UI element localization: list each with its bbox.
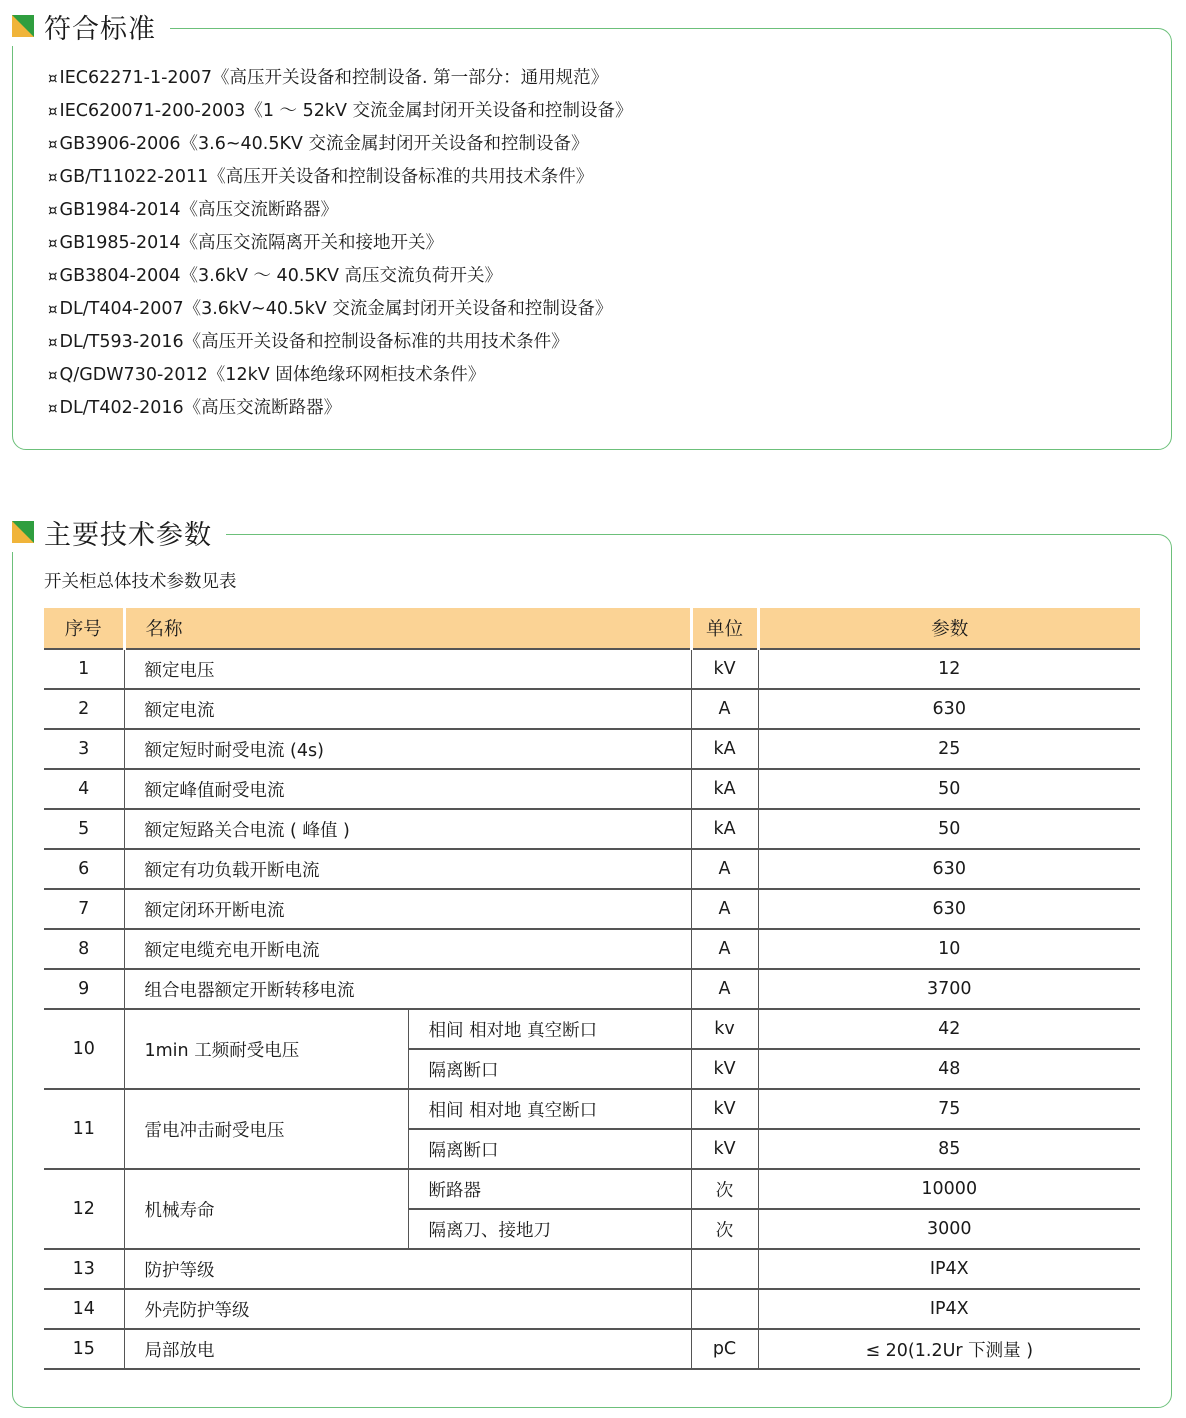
- row-name: 机械寿命: [124, 1169, 408, 1249]
- standards-title: 符合标准: [44, 13, 156, 45]
- row-unit: A: [691, 969, 758, 1009]
- row-value: 50: [758, 809, 1140, 849]
- row-value: 630: [758, 689, 1140, 729]
- row-subname: 相间 相对地 真空断口: [408, 1009, 691, 1049]
- table-row: [44, 809, 1140, 849]
- row-value: ≤ 20(1.2Ur 下测量 ): [758, 1329, 1140, 1369]
- row-no: 13: [44, 1249, 124, 1289]
- row-unit: kV: [691, 1049, 758, 1089]
- standard-text: IEC62271-1-2007《高压开关设备和控制设备. 第一部分：通用规范》: [59, 68, 609, 88]
- row-unit: [691, 1289, 758, 1329]
- standards-header: [12, 6, 170, 46]
- table-row: [44, 929, 1140, 969]
- bullet-icon: ¤: [48, 366, 58, 384]
- standard-text: DL/T593-2016《高压开关设备和控制设备标准的共用技术条件》: [59, 332, 569, 352]
- row-name: 组合电器额定开断转移电流: [124, 969, 691, 1009]
- table-row: [44, 1009, 1140, 1049]
- standard-text: Q/GDW730-2012《12kV 固体绝缘环网柜技术条件》: [59, 365, 486, 385]
- bullet-icon: ¤: [48, 333, 58, 351]
- params-header: [12, 512, 226, 552]
- row-unit: A: [691, 849, 758, 889]
- row-unit: A: [691, 929, 758, 969]
- row-value: 630: [758, 889, 1140, 929]
- row-no: 11: [44, 1089, 124, 1169]
- row-name: 1min 工频耐受电压: [124, 1009, 408, 1089]
- bullet-icon: ¤: [48, 399, 58, 417]
- row-name: 额定短时耐受电流 (4s): [124, 729, 691, 769]
- standard-item: [48, 95, 633, 128]
- bullet-icon: ¤: [48, 300, 58, 318]
- row-no: 4: [44, 769, 124, 809]
- standard-text: GB/T11022-2011《高压开关设备和控制设备标准的共用技术条件》: [59, 167, 594, 187]
- row-value: 48: [758, 1049, 1140, 1089]
- row-value: 10: [758, 929, 1140, 969]
- row-name: 额定电缆充电开断电流: [124, 929, 691, 969]
- params-table: [44, 608, 1140, 1370]
- standards-list: [48, 62, 633, 425]
- row-name: 额定峰值耐受电流: [124, 769, 691, 809]
- standard-item: [48, 359, 633, 392]
- bullet-icon: ¤: [48, 267, 58, 285]
- row-no: 12: [44, 1169, 124, 1249]
- row-no: 9: [44, 969, 124, 1009]
- standard-text: DL/T404-2007《3.6kV~40.5kV 交流金属封闭开关设备和控制设备》: [59, 299, 613, 319]
- table-row: [44, 1329, 1140, 1369]
- table-row: [44, 1249, 1140, 1289]
- standard-item: [48, 128, 633, 161]
- row-value: 10000: [758, 1169, 1140, 1209]
- row-value: 25: [758, 729, 1140, 769]
- bullet-icon: ¤: [48, 135, 58, 153]
- bullet-icon: ¤: [48, 234, 58, 252]
- header-unit: 单位: [691, 608, 758, 649]
- row-no: 6: [44, 849, 124, 889]
- section-flag-icon: [12, 521, 34, 543]
- table-row: [44, 769, 1140, 809]
- row-unit: 次: [691, 1209, 758, 1249]
- standard-item: [48, 227, 633, 260]
- header-no: 序号: [44, 608, 124, 649]
- bullet-icon: ¤: [48, 201, 58, 219]
- row-unit: kV: [691, 1089, 758, 1129]
- table-row: [44, 969, 1140, 1009]
- standard-text: GB3906-2006《3.6~40.5KV 交流金属封闭开关设备和控制设备》: [59, 134, 589, 154]
- row-name: 外壳防护等级: [124, 1289, 691, 1329]
- row-no: 8: [44, 929, 124, 969]
- standards-section: [12, 6, 1172, 450]
- row-value: 42: [758, 1009, 1140, 1049]
- table-row: [44, 729, 1140, 769]
- row-subname: 相间 相对地 真空断口: [408, 1089, 691, 1129]
- params-title: 主要技术参数: [44, 519, 212, 551]
- row-unit: A: [691, 889, 758, 929]
- row-name: 局部放电: [124, 1329, 691, 1369]
- standard-text: GB1985-2014《高压交流隔离开关和接地开关》: [59, 233, 443, 253]
- row-subname: 断路器: [408, 1169, 691, 1209]
- row-subname: 隔离刀、接地刀: [408, 1209, 691, 1249]
- row-subname: 隔离断口: [408, 1049, 691, 1089]
- table-row: [44, 849, 1140, 889]
- standard-item: [48, 293, 633, 326]
- row-no: 3: [44, 729, 124, 769]
- row-subname: 隔离断口: [408, 1129, 691, 1169]
- row-unit: kV: [691, 649, 758, 689]
- row-unit: 次: [691, 1169, 758, 1209]
- row-name: 额定有功负载开断电流: [124, 849, 691, 889]
- header-name: 名称: [124, 608, 691, 649]
- row-value: 12: [758, 649, 1140, 689]
- row-no: 2: [44, 689, 124, 729]
- row-name: 雷电冲击耐受电压: [124, 1089, 408, 1169]
- row-unit: pC: [691, 1329, 758, 1369]
- row-name: 防护等级: [124, 1249, 691, 1289]
- row-value: 85: [758, 1129, 1140, 1169]
- standard-item: [48, 161, 633, 194]
- table-row: [44, 1169, 1140, 1209]
- row-unit: A: [691, 689, 758, 729]
- params-section: [12, 512, 1172, 1408]
- row-no: 10: [44, 1009, 124, 1089]
- row-value: IP4X: [758, 1249, 1140, 1289]
- row-unit: kA: [691, 809, 758, 849]
- standard-item: [48, 260, 633, 293]
- bullet-icon: ¤: [48, 168, 58, 186]
- row-name: 额定电压: [124, 649, 691, 689]
- row-no: 5: [44, 809, 124, 849]
- standard-item: [48, 194, 633, 227]
- row-name: 额定闭环开断电流: [124, 889, 691, 929]
- row-name: 额定电流: [124, 689, 691, 729]
- standard-item: [48, 326, 633, 359]
- table-row: [44, 649, 1140, 689]
- section-flag-icon: [12, 15, 34, 37]
- row-value: IP4X: [758, 1289, 1140, 1329]
- row-no: 1: [44, 649, 124, 689]
- table-header-row: [44, 608, 1140, 649]
- bullet-icon: ¤: [48, 69, 58, 87]
- row-no: 15: [44, 1329, 124, 1369]
- header-value: 参数: [758, 608, 1140, 649]
- standard-text: IEC620071-200-2003《1 ～ 52kV 交流金属封闭开关设备和控制设备》: [59, 101, 633, 121]
- row-value: 3700: [758, 969, 1140, 1009]
- table-row: [44, 889, 1140, 929]
- row-unit: kV: [691, 1129, 758, 1169]
- table-row: [44, 1089, 1140, 1129]
- standard-text: DL/T402-2016《高压交流断路器》: [59, 398, 342, 418]
- standard-text: GB3804-2004《3.6kV ～ 40.5KV 高压交流负荷开关》: [59, 266, 503, 286]
- bullet-icon: ¤: [48, 102, 58, 120]
- row-name: 额定短路关合电流 ( 峰值 ): [124, 809, 691, 849]
- row-unit: [691, 1249, 758, 1289]
- standard-item: [48, 62, 633, 95]
- row-value: 75: [758, 1089, 1140, 1129]
- row-value: 3000: [758, 1209, 1140, 1249]
- params-intro: 开关柜总体技术参数见表: [44, 572, 237, 592]
- row-unit: kv: [691, 1009, 758, 1049]
- row-no: 14: [44, 1289, 124, 1329]
- table-row: [44, 689, 1140, 729]
- table-row: [44, 1289, 1140, 1329]
- row-value: 50: [758, 769, 1140, 809]
- row-value: 630: [758, 849, 1140, 889]
- standard-item: [48, 392, 633, 425]
- standard-text: GB1984-2014《高压交流断路器》: [59, 200, 338, 220]
- row-unit: kA: [691, 729, 758, 769]
- row-unit: kA: [691, 769, 758, 809]
- row-no: 7: [44, 889, 124, 929]
